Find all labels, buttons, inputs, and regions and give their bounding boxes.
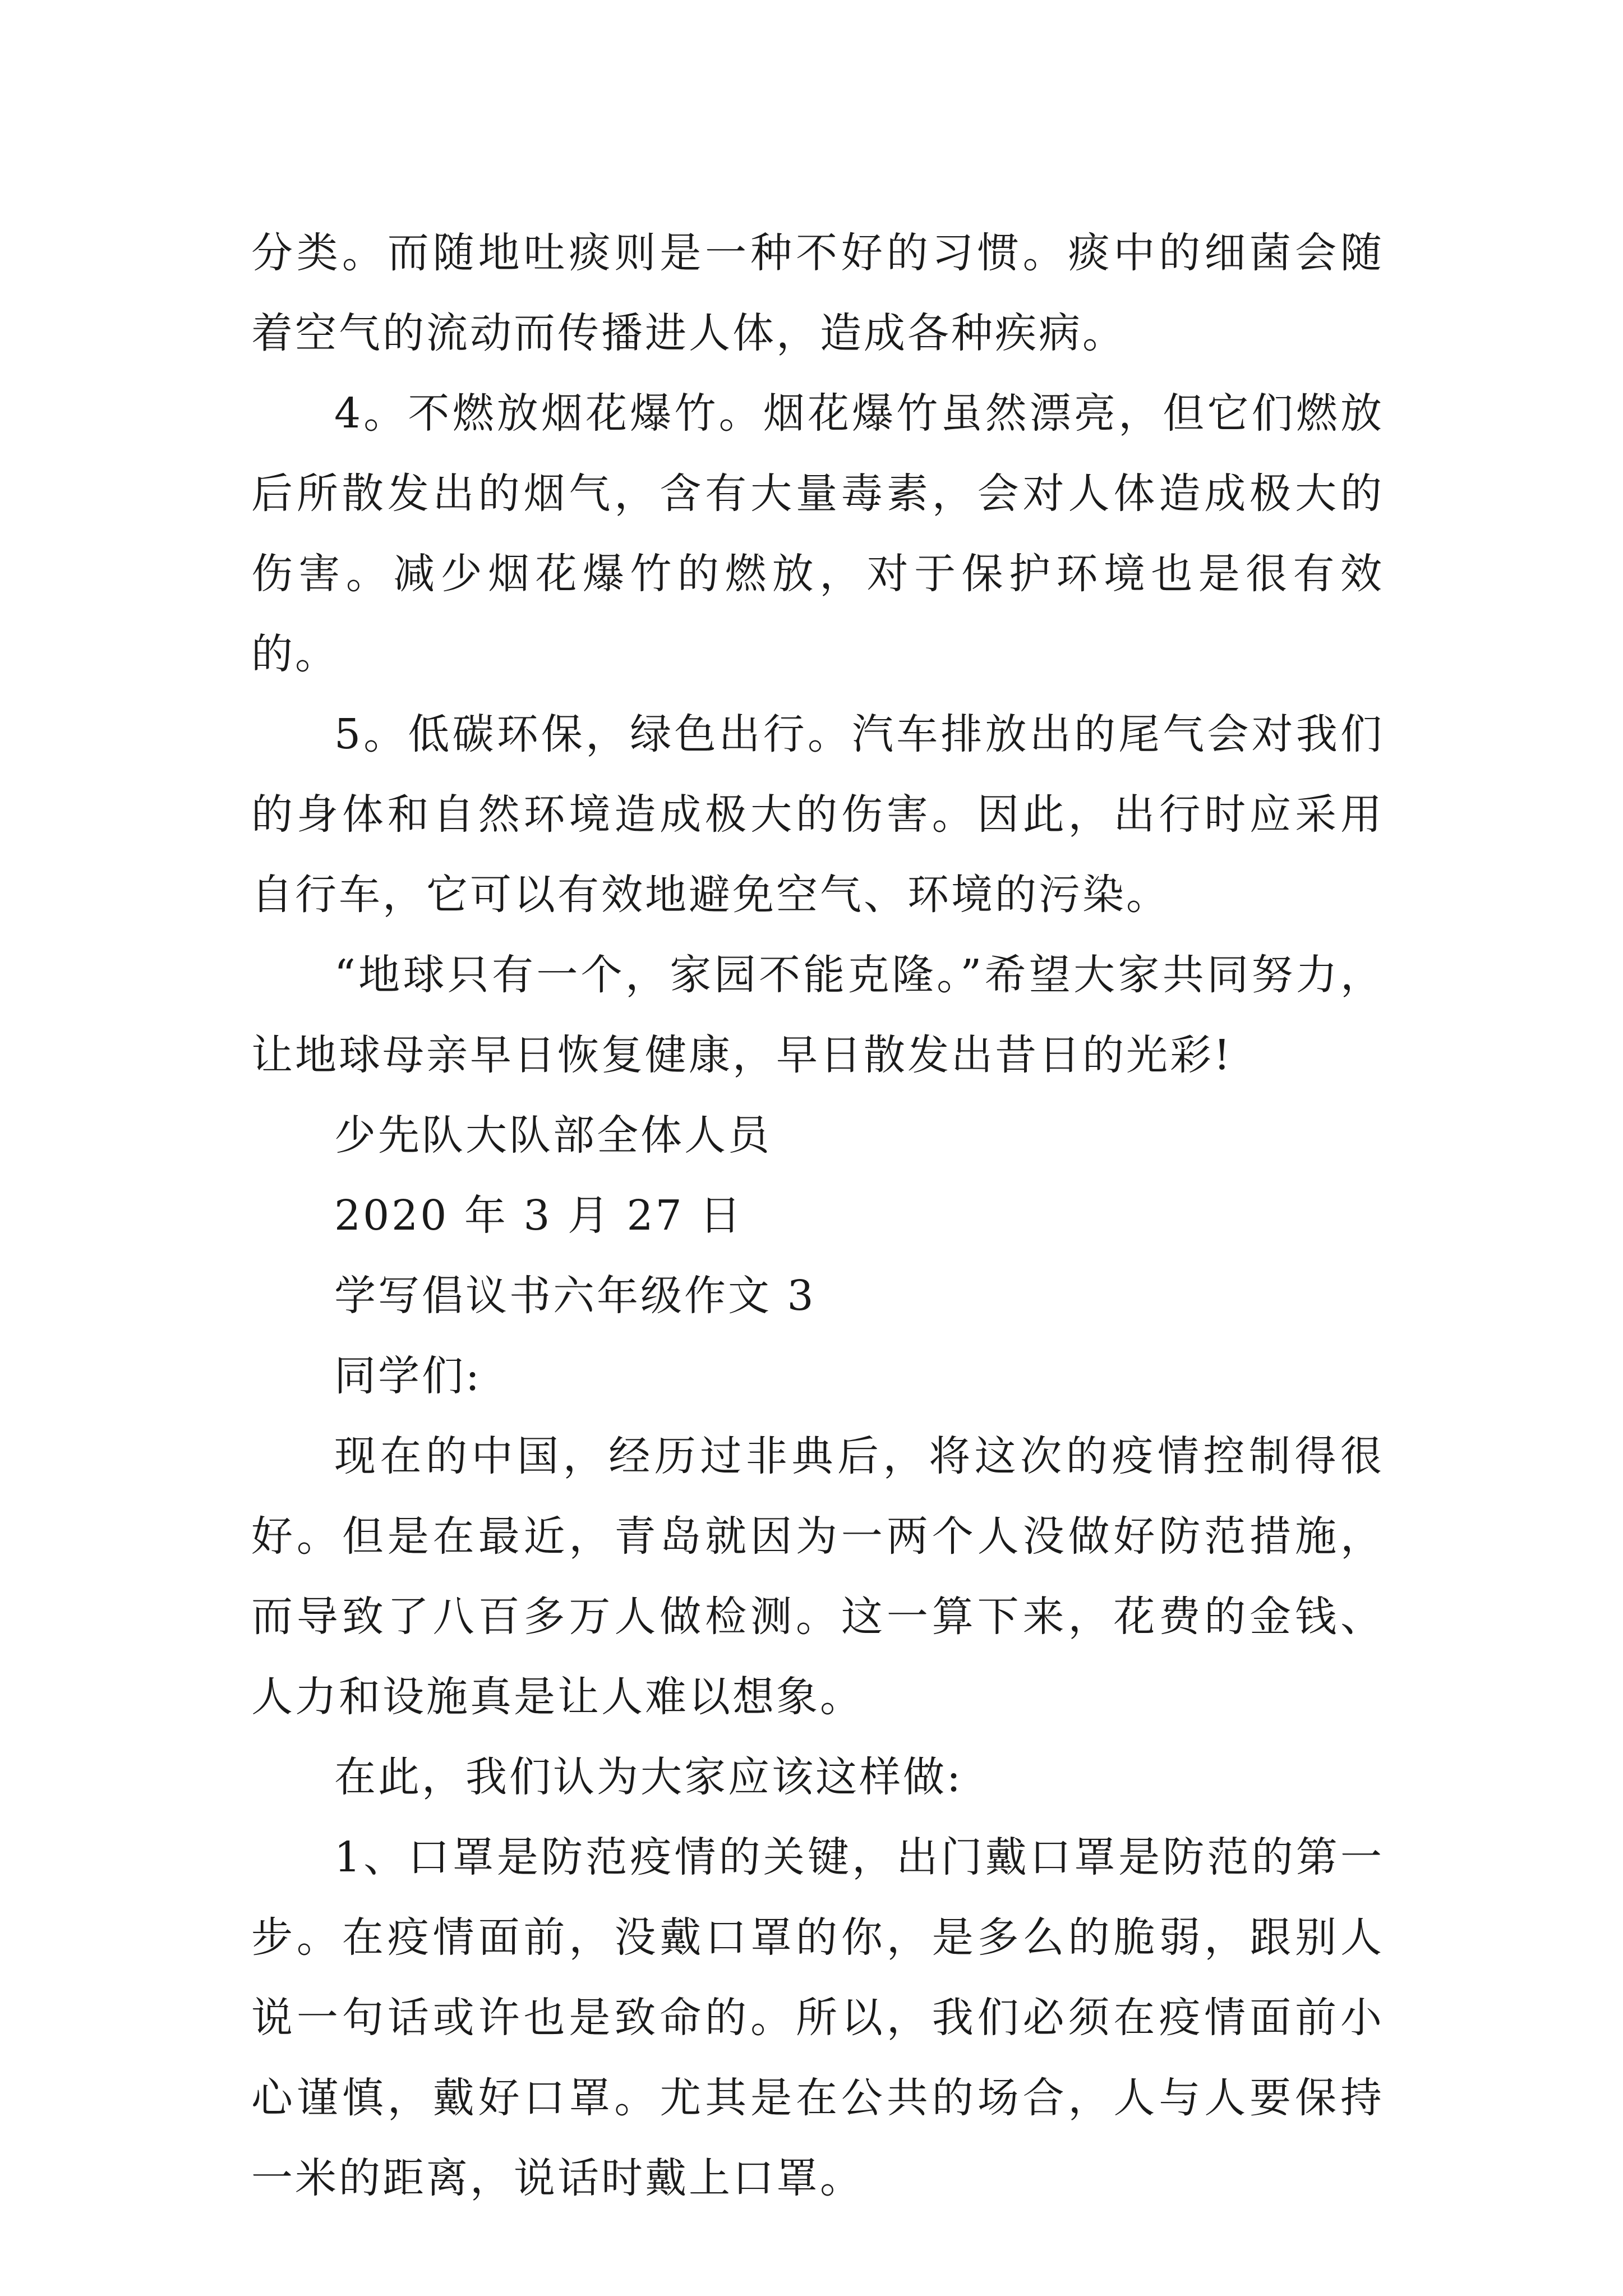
paragraph-continued: 分类。而随地吐痰则是一种不好的习惯。痰中的细菌会随着空气的流动而传播进人体，造成各种疾病。 <box>251 229 1384 357</box>
section-title: 学写倡议书六年级作文 3 <box>334 1272 816 1320</box>
signature: 少先队大队部全体人员 <box>334 1111 772 1159</box>
document-body <box>251 213 1384 2219</box>
date: 2020 年 3 月 27 日 <box>334 1191 744 1240</box>
paragraph-suggestion-lead: 在此，我们认为大家应该这样做: <box>334 1753 963 1801</box>
paragraph-closing-quote: “地球只有一个，家园不能克隆。”希望大家共同努力，让地球母亲早日恢复健康，早日散发出昔日的光彩! <box>251 951 1384 1079</box>
paragraph-item-5: 5。低碳环保，绿色出行。汽车排放出的尾气会对我们的身体和自然环境造成极大的伤害。因此，出行时应采用自行车，它可以有效地避免空气、环境的污染。 <box>251 710 1384 919</box>
greeting: 同学们: <box>334 1352 482 1400</box>
paragraph-item-4: 4。不燃放烟花爆竹。烟花爆竹虽然漂亮，但它们燃放后所散发出的烟气，含有大量毒素，会对人体造成极大的伤害。减少烟花爆竹的燃放，对于保护环境也是很有效的。 <box>251 389 1384 678</box>
paragraph-intro: 现在的中国，经历过非典后，将这次的疫情控制得很好。但是在最近，青岛就因为一两个人没做好防范措施，而导致了八百多万人做检测。这一算下来，花费的金钱、人力和设施真是让人难以想象。 <box>251 1432 1384 1721</box>
paragraph-item-1: 1、口罩是防范疫情的关键，出门戴口罩是防范的第一步。在疫情面前，没戴口罩的你，是多么的脆弱，跟别人说一句话或许也是致命的。所以，我们必须在疫情面前小心谨慎，戴好口罩。尤其是在公共的场合，人与人要保持一米的距离，说话时戴上口罩。 <box>251 1833 1384 2202</box>
